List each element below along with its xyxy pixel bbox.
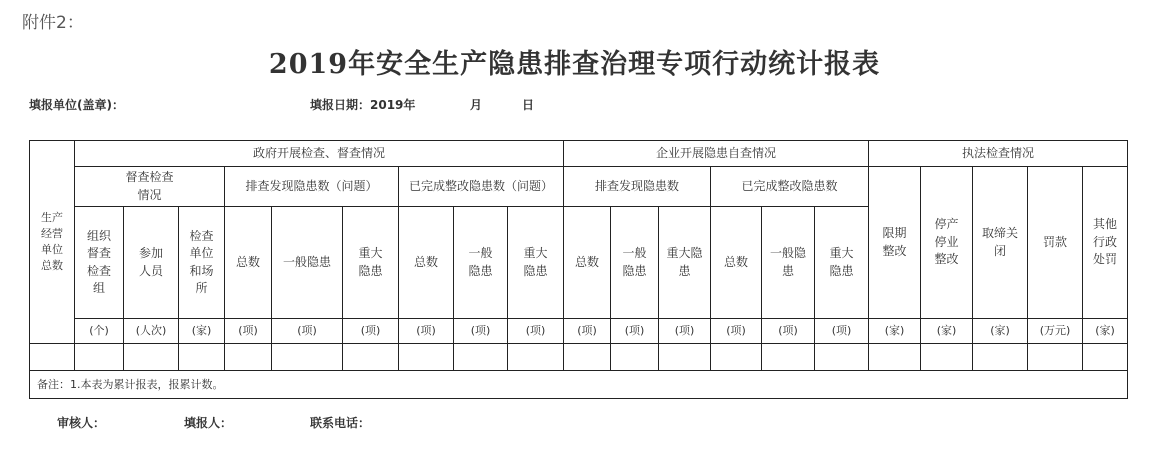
inspection-info-header: 督查检查 情况 <box>75 167 225 207</box>
unit-label: (项) <box>762 319 815 344</box>
entry-cell[interactable] <box>762 344 815 371</box>
entry-cell[interactable] <box>124 344 179 371</box>
entry-cell[interactable] <box>815 344 869 371</box>
entry-cell[interactable] <box>343 344 399 371</box>
col-ent-found-major: 重大隐 患 <box>659 207 711 319</box>
col-inspected-units: 检查 单位 和场 所 <box>179 207 225 319</box>
enterprise-selfcheck-header: 企业开展隐患自查情况 <box>564 141 869 167</box>
unit-label: (家) <box>869 319 921 344</box>
entry-cell[interactable] <box>611 344 659 371</box>
unit-label: (项) <box>564 319 611 344</box>
col-deadline-rectify: 限期 整改 <box>869 167 921 319</box>
col-ban-close: 取缔关 闭 <box>973 167 1028 319</box>
entry-cell[interactable] <box>225 344 272 371</box>
page-title: 2019年安全生产隐患排查治理专项行动统计报表 <box>268 49 881 80</box>
table-note: 备注：1.本表为累计报表，报累计数。 <box>30 371 1128 399</box>
col-ent-found-general: 一般 隐患 <box>611 207 659 319</box>
col-suspend-rectify: 停产 停业 整改 <box>921 167 973 319</box>
unit-label: (项) <box>343 319 399 344</box>
col-gov-fixed-major: 重大 隐患 <box>508 207 564 319</box>
unit-label: (项) <box>399 319 454 344</box>
law-enforcement-header: 执法检查情况 <box>869 141 1128 167</box>
entry-cell[interactable] <box>179 344 225 371</box>
enterprise-found-header: 排查发现隐患数 <box>564 167 711 207</box>
phone-label: 联系电话： <box>310 416 371 430</box>
reporting-unit-label: 填报单位(盖章)： <box>29 98 124 112</box>
unit-label: (家) <box>973 319 1028 344</box>
unit-label: (万元) <box>1028 319 1083 344</box>
col-ent-found-total: 总数 <box>564 207 611 319</box>
data-entry-row <box>30 344 1128 371</box>
unit-label: (项) <box>611 319 659 344</box>
entry-cell[interactable] <box>921 344 973 371</box>
unit-label: (项) <box>659 319 711 344</box>
entry-cell[interactable] <box>1083 344 1128 371</box>
filler-label: 填报人： <box>184 416 233 430</box>
col-ent-fixed-general: 一般隐 患 <box>762 207 815 319</box>
entry-cell[interactable] <box>508 344 564 371</box>
col-fine: 罚款 <box>1028 167 1083 319</box>
entry-cell[interactable] <box>30 344 75 371</box>
gov-found-header: 排查发现隐患数（问题） <box>225 167 399 207</box>
unit-label: (家) <box>179 319 225 344</box>
unit-label: (人次) <box>124 319 179 344</box>
entry-cell[interactable] <box>1028 344 1083 371</box>
entry-cell[interactable] <box>75 344 124 371</box>
entry-cell[interactable] <box>399 344 454 371</box>
col-gov-fixed-general: 一般 隐患 <box>454 207 508 319</box>
col-gov-found-total: 总数 <box>225 207 272 319</box>
gov-inspection-header: 政府开展检查、督查情况 <box>75 141 564 167</box>
unit-label: (家) <box>921 319 973 344</box>
col-gov-fixed-total: 总数 <box>399 207 454 319</box>
entry-cell[interactable] <box>564 344 611 371</box>
attachment-label: 附件2： <box>22 13 84 33</box>
unit-label: (家) <box>1083 319 1128 344</box>
col-inspect-groups: 组织 督查 检查 组 <box>75 207 124 319</box>
col-other-penalty: 其他 行政 处罚 <box>1083 167 1128 319</box>
col-gov-found-general: 一般隐患 <box>272 207 343 319</box>
entry-cell[interactable] <box>454 344 508 371</box>
entry-cell[interactable] <box>869 344 921 371</box>
col-ent-fixed-total: 总数 <box>711 207 762 319</box>
entry-cell[interactable] <box>659 344 711 371</box>
unit-label: (项) <box>454 319 508 344</box>
reporting-day-label: 日 <box>522 98 535 112</box>
reviewer-label: 审核人： <box>57 416 106 430</box>
entry-cell[interactable] <box>272 344 343 371</box>
col-gov-found-major: 重大 隐患 <box>343 207 399 319</box>
statistics-table <box>29 140 1128 399</box>
unit-label: (个) <box>75 319 124 344</box>
reporting-month-label: 月 <box>470 98 483 112</box>
gov-fixed-header: 已完成整改隐患数（问题） <box>399 167 564 207</box>
unit-label: (项) <box>711 319 762 344</box>
unit-label: (项) <box>225 319 272 344</box>
enterprise-fixed-header: 已完成整改隐患数 <box>711 167 869 207</box>
entry-cell[interactable] <box>973 344 1028 371</box>
col-ent-fixed-major: 重大 隐患 <box>815 207 869 319</box>
entry-cell[interactable] <box>711 344 762 371</box>
reporting-date-label: 填报日期：2019年 <box>310 98 416 112</box>
unit-label: (项) <box>272 319 343 344</box>
unit-total-header: 生产 经营 单位 总数 <box>30 141 75 344</box>
unit-label: (项) <box>815 319 869 344</box>
unit-label: (项) <box>508 319 564 344</box>
col-participants: 参加 人员 <box>124 207 179 319</box>
